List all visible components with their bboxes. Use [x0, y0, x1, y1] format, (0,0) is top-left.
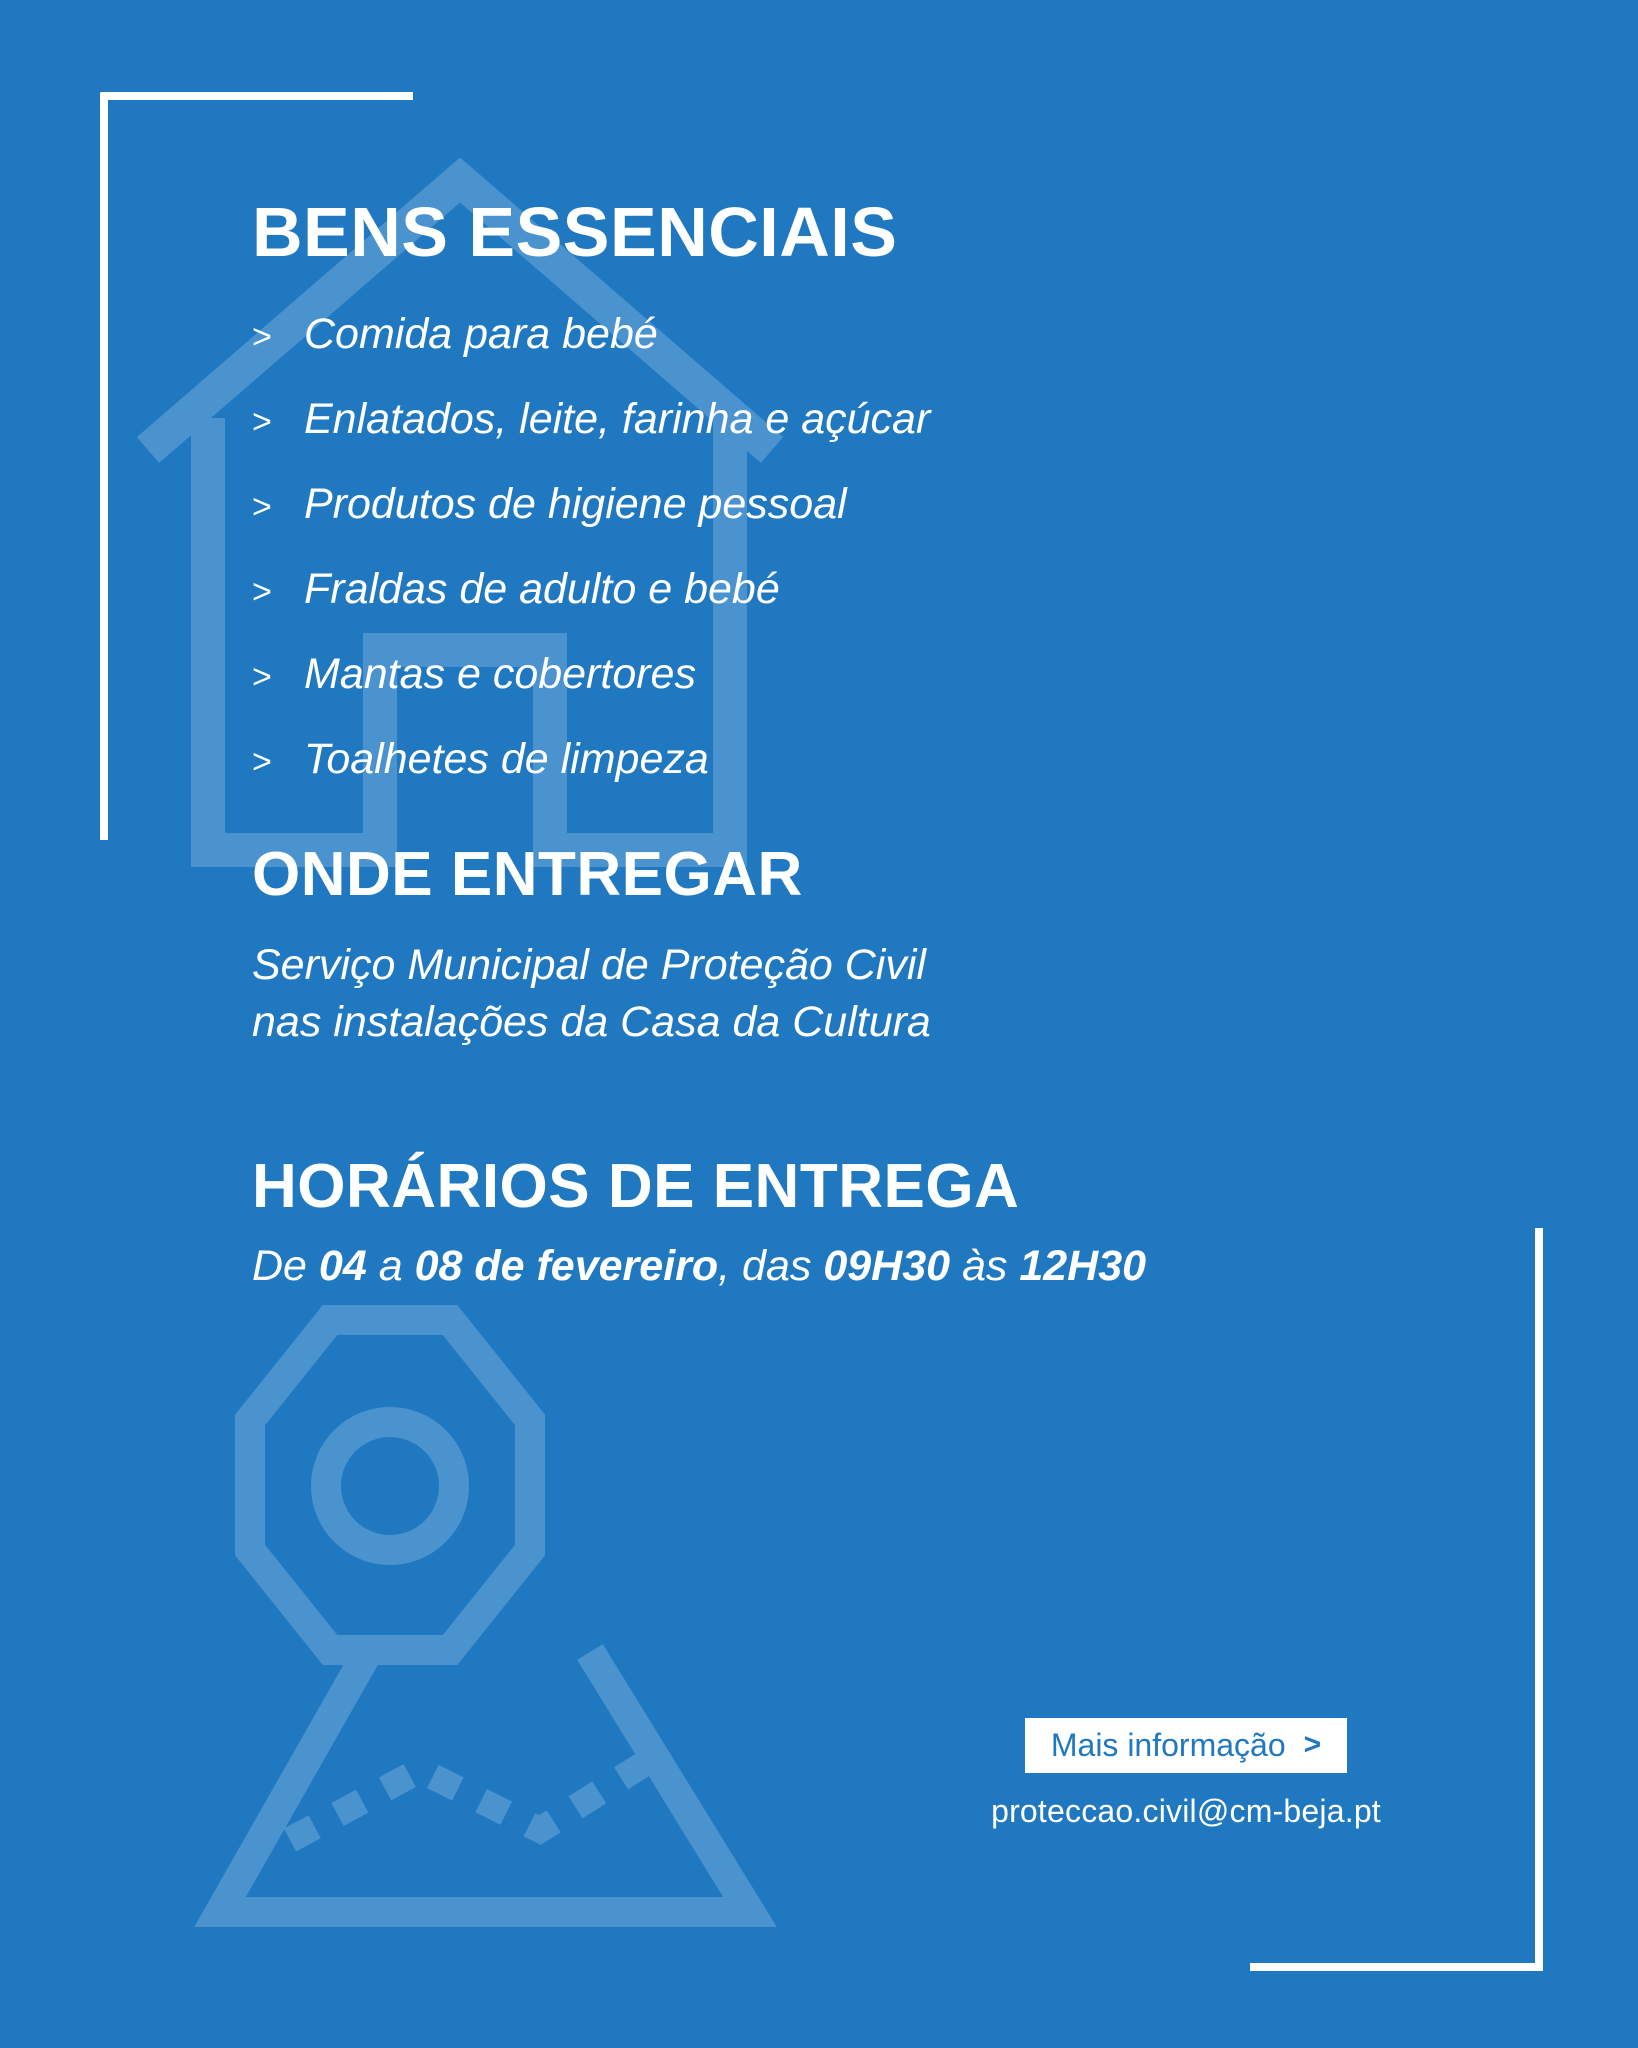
list-item-label: Enlatados, leite, farinha e açúcar	[304, 394, 931, 443]
list-marker-icon: >	[252, 742, 272, 781]
list-marker-icon: >	[252, 572, 272, 611]
where-title: ONDE ENTREGAR	[252, 839, 803, 909]
poster-content	[252, 193, 1432, 1293]
schedule-date-start: 04	[318, 1242, 367, 1291]
goods-list	[252, 309, 1432, 783]
list-item-label: Toalhetes de limpeza	[304, 734, 709, 783]
list-marker-icon: >	[252, 402, 272, 441]
where-address-line-2: nas instalações da Casa da Cultura	[252, 998, 931, 1047]
corner-bracket-bottom-right	[1250, 1228, 1543, 1971]
where-address	[252, 937, 1432, 1051]
schedule-middle: , das	[718, 1242, 824, 1291]
goods-title: BENS ESSENCIAIS	[252, 193, 898, 271]
schedule-details	[252, 1241, 1432, 1293]
list-marker-icon: >	[252, 657, 272, 696]
list-item	[252, 479, 1432, 528]
schedule-time-join: às	[950, 1242, 1020, 1291]
schedule-time-end: 12H30	[1019, 1242, 1147, 1291]
more-info-label: Mais informação	[1050, 1727, 1286, 1763]
list-item-label: Comida para bebé	[304, 309, 658, 358]
list-item-label: Fraldas de adulto e bebé	[304, 564, 780, 613]
list-item	[252, 309, 1432, 358]
arrow-right-icon: >	[1303, 1728, 1322, 1761]
schedule-title: HORÁRIOS DE ENTREGA	[252, 1151, 1020, 1221]
list-item	[252, 734, 1432, 783]
contact-section	[926, 1718, 1446, 1830]
map-pin-icon	[120, 1300, 840, 1940]
schedule-prefix: De	[252, 1242, 319, 1291]
schedule-section	[252, 1151, 1432, 1293]
where-address-line-1: Serviço Municipal de Proteção Civil	[252, 941, 926, 990]
list-item-label: Produtos de higiene pessoal	[304, 479, 847, 528]
schedule-date-join: a	[366, 1242, 415, 1291]
schedule-time-start: 09H30	[823, 1242, 951, 1291]
list-item	[252, 649, 1432, 698]
where-section	[252, 839, 1432, 1051]
schedule-date-end: 08 de fevereiro	[414, 1242, 719, 1291]
list-marker-icon: >	[252, 317, 272, 356]
list-marker-icon: >	[252, 487, 272, 526]
contact-email[interactable]: proteccao.civil@cm-beja.pt	[991, 1793, 1381, 1829]
list-item	[252, 394, 1432, 443]
list-item	[252, 564, 1432, 613]
more-info-button[interactable]	[1025, 1718, 1347, 1773]
list-item-label: Mantas e cobertores	[304, 649, 696, 698]
